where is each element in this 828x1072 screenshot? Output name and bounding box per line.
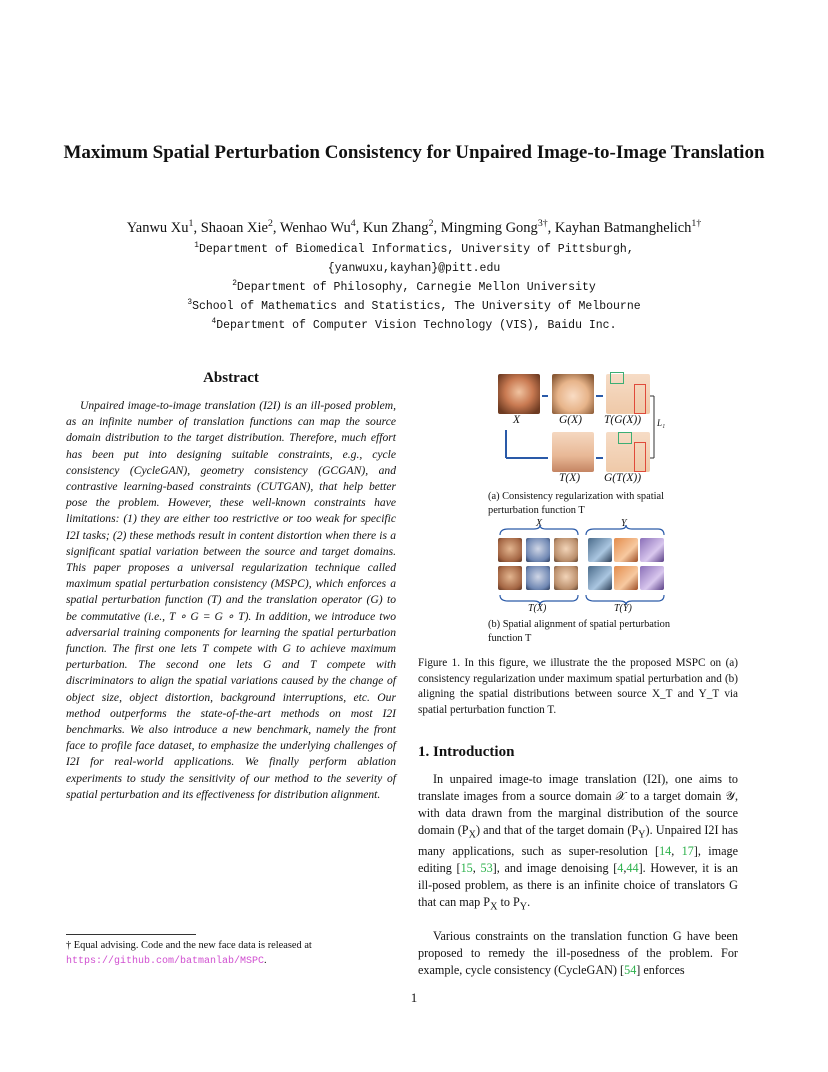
citation-link[interactable]: 44: [626, 861, 639, 876]
abstract-body: Unpaired image-to-image translation (I2I) is an ill-posed problem, as an infinite number of translation functions can map the source domain distribution to the target distribution. Therefore, much effort has been put into designing suitable constraints, e.g., cycle consistency (CycleGAN), geometry consistency (GCGAN), and contrastive learning-based constraints (CUTGAN), that help better pose the problem. However, these well-known constraints have limitations: (1) they are either too restrictive or too weak for specific I2I tasks; (2) these methods result in content distortion when there is a significant spatial variation between the source and target domains. This paper proposes a universal regularization technique called maximum spatial perturbation consistency (MSPC), which enforces a spatial perturbation function (T) and the translation operator (G) to be commutative (i.e., T ∘ G = G ∘ T). In addition, we introduce two adversarial training components for learning the spatial perturbation function. The first one lets T compete with G to achieve maximum perturbation. The second one lets G and T compete with discriminators to align the spatial variations caused by the change of object size, object distortion, background interruptions, etc. Our method outperforms the state-of-the-art methods on most I2I benchmarks. We also introduce a new benchmark, namely the front face to profile face dataset, to emphasize the underlying challenges of I2I for real-world applications. We finally perform ablation experiments to study the sensitivity of our method to the severity of spatial perturbation and its effectiveness for distribution alignment.: [66, 399, 396, 801]
citation-link[interactable]: 17: [681, 844, 694, 859]
affiliation: $^4$Department of Computer Vision Technology (VIS), Baidu Inc.: [211, 317, 617, 332]
intro-paragraph-2: Various constraints on the translation function G have been proposed to remedy the ill-posedness of the problem. For example, cycle consistency (CycleGAN) [54] enforces: [418, 928, 738, 977]
affiliation: $^2$Department of Philosophy, Carnegie Mellon University: [232, 279, 596, 294]
author: Kayhan Batmanghelich$^{1\dagger}$: [554, 218, 702, 236]
author-list: Yanwu Xu$^1$, Shaoan Xie$^2$, Wenhao Wu$^4$, Kun Zhang$^2$, Mingming Gong$^{3\dagger}$, Kayhan Batmanghelich$^{1\dagger}$: [126, 218, 702, 236]
citation-link[interactable]: 15: [460, 861, 473, 876]
source-sample-image: [498, 538, 522, 562]
perturbed-source-sample: [498, 566, 522, 590]
section-heading-introduction: 1. Introduction: [418, 744, 515, 760]
author: Wenhao Wu$^4$: [279, 218, 356, 236]
source-sample-image: [554, 538, 578, 562]
perturbed-target-sample: [640, 566, 664, 590]
perturbed-target-sample: [588, 566, 612, 590]
red-crop-box: [634, 442, 646, 472]
citation-link[interactable]: 14: [659, 844, 672, 859]
affiliation-email: {yanwuxu,kayhan}@pitt.edu: [327, 262, 501, 275]
perturbed-source-image: [552, 432, 594, 472]
citation-link[interactable]: 53: [480, 861, 493, 876]
page-number: 1: [410, 990, 418, 1005]
author: Shaoan Xie$^2$: [200, 218, 273, 236]
label-gtx: G(T(X)): [604, 472, 642, 484]
label-gx: G(X): [559, 414, 582, 426]
label-b-y: Y: [621, 518, 627, 529]
figure-a-caption: (a) Consistency regularization with spatial perturbation function T: [488, 491, 665, 516]
source-sample-image: [526, 538, 550, 562]
label-x: X: [513, 414, 521, 426]
label-tgx: T(G(X)): [604, 414, 642, 426]
figure-1-caption: Figure 1. In this figure, we illustrate the the proposed MSPC on (a) consistency regularization under maximum spatial perturbation and (b) aligning the spatial distributions between source X_T and Y_T via spatial perturbation function T.: [418, 657, 738, 716]
label-b-ty: T(Y): [614, 603, 632, 614]
footnote-divider: [66, 934, 196, 935]
affiliation: $^1$Department of Biomedical Informatics, University of Pittsburgh,: [194, 241, 634, 256]
paper-title: Maximum Spatial Perturbation Consistency for Unpaired Image-to-Image Translation: [63, 142, 765, 163]
intro-paragraph-1: In unpaired image-to image translation (I2I), one aims to translate images from a source domain 𝒳 to a target domain 𝒴, with data drawn from the marginal distribution of the source domain $(P_X)$ and that of the target domain $(P_Y)$. Unpaired I2I has many applications, such as super-resolution [14, 17], image editing [15, 53], and image denoising [4,44]. However, it is an ill-posed problem, as there is an infinite choice of translators G that can map $P_X$ to $P_Y$.: [418, 772, 738, 913]
target-sample-image: [640, 538, 664, 562]
citation-link[interactable]: 54: [624, 962, 637, 977]
author: Yanwu Xu$^1$: [126, 218, 194, 236]
affiliations: [60, 240, 768, 335]
author: Mingming Gong$^{3\dagger}$: [440, 218, 548, 236]
label-b-tx: T(X): [528, 603, 547, 614]
label-tx: T(X): [559, 472, 581, 484]
introduction-body: [418, 771, 738, 991]
target-sample-image: [588, 538, 612, 562]
figure-1: [486, 370, 686, 650]
green-crop-box: [618, 432, 632, 444]
figure-b-caption: (b) Spatial alignment of spatial perturbation function T: [488, 619, 671, 644]
perturbed-source-sample: [526, 566, 550, 590]
citation-link[interactable]: 4: [617, 861, 624, 876]
author: Kun Zhang$^2$: [362, 218, 434, 236]
abstract-section: [66, 368, 396, 803]
perturbed-target-sample: [614, 566, 638, 590]
target-sample-image: [614, 538, 638, 562]
abstract-heading: Abstract: [203, 370, 259, 386]
affiliation: $^3$School of Mathematics and Statistics, The University of Melbourne: [187, 298, 641, 313]
code-link[interactable]: https://github.com/batmanlab/MSPC: [66, 956, 265, 967]
label-b-x: X: [536, 518, 543, 529]
label-l1: L₁: [657, 418, 666, 428]
perturbed-source-sample: [554, 566, 578, 590]
footnote: † Equal advising. Code and the new face data is released at https://github.com/batmanlab/MSPC.: [66, 940, 312, 967]
